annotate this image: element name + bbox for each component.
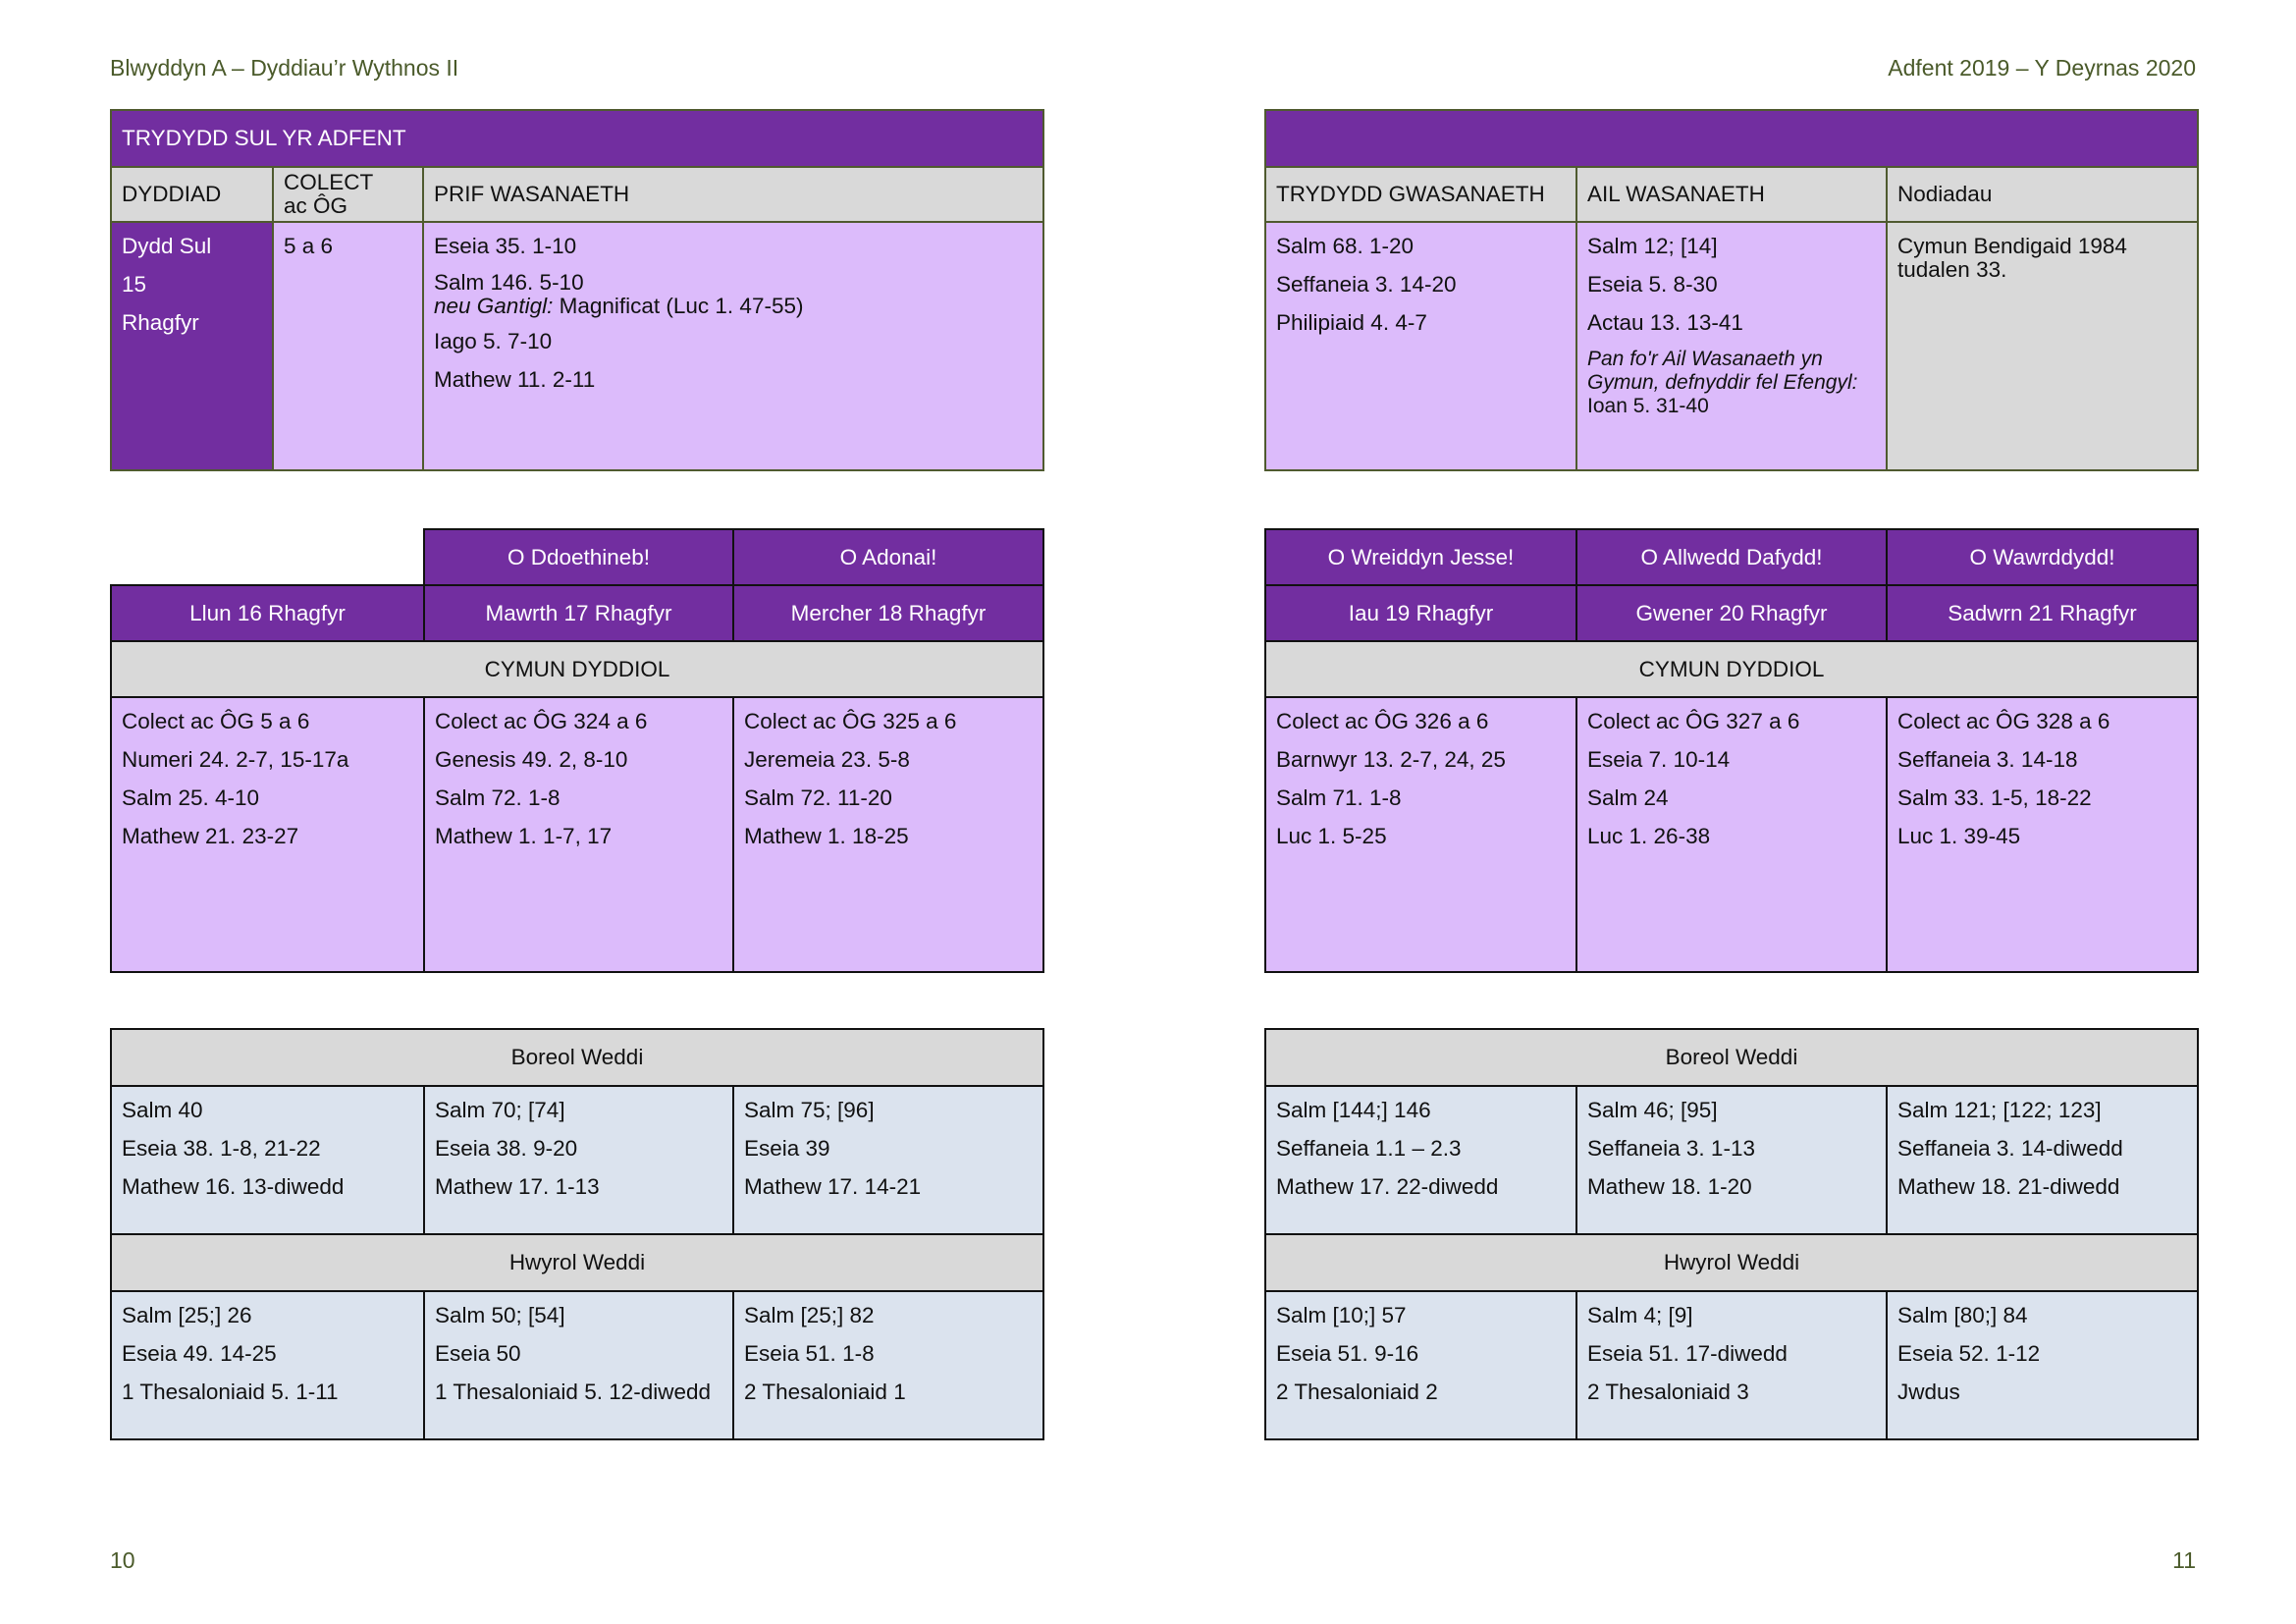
reading: Eseia 51. 17-diwedd	[1587, 1341, 1788, 1366]
sunday-title: TRYDYDD SUL YR ADFENT	[111, 110, 1043, 167]
weekday-communion-left	[110, 528, 1044, 973]
day-header: Sadwrn 21 Rhagfyr	[1887, 585, 2198, 641]
communion-cell	[733, 697, 1043, 972]
communion-cell	[111, 697, 424, 972]
reading: Seffaneia 1.1 – 2.3	[1276, 1136, 1462, 1161]
reading: Salm 25. 4-10	[122, 785, 260, 810]
morning-prayer-title: Boreol Weddi	[111, 1029, 1043, 1086]
col-third-header: TRYDYDD GWASANAETH	[1265, 167, 1576, 222]
col-collect-header	[273, 167, 423, 222]
col-day-header: DYDDIAD	[111, 167, 273, 222]
evening-cell	[111, 1291, 424, 1439]
reading: Iago 5. 7-10	[434, 329, 553, 353]
antiphon: O Adonai!	[733, 529, 1043, 585]
reading: Seffaneia 3. 14-diwedd	[1897, 1136, 2123, 1161]
col-second-header: AIL WASANAETH	[1576, 167, 1887, 222]
antiphon: O Allwedd Dafydd!	[1576, 529, 1887, 585]
day-header: Gwener 20 Rhagfyr	[1576, 585, 1887, 641]
day-header: Llun 16 Rhagfyr	[111, 585, 424, 641]
reading: Salm 68. 1-20	[1276, 234, 1415, 258]
sunday-table-right	[1264, 109, 2199, 471]
reading: Salm 4; [9]	[1587, 1303, 1693, 1327]
sunday-main-cell	[423, 222, 1043, 470]
morning-cell	[1576, 1086, 1887, 1234]
evening-cell	[1576, 1291, 1887, 1439]
reading: Eseia 7. 10-14	[1587, 747, 1731, 772]
communion-cell	[1265, 697, 1576, 972]
reading: Seffaneia 3. 14-20	[1276, 272, 1457, 297]
reading: Luc 1. 26-38	[1587, 824, 1711, 848]
reading: Philipiaid 4. 4-7	[1276, 310, 1427, 335]
reading: Eseia 38. 1-8, 21-22	[122, 1136, 321, 1161]
morning-cell	[1265, 1086, 1576, 1234]
communion-title: CYMUN DYDDIOL	[1265, 641, 2198, 697]
note-line: Cymun Bendigaid 1984	[1897, 234, 2127, 258]
reading: Eseia 39	[744, 1136, 830, 1161]
antiphon: O Wreiddyn Jesse!	[1265, 529, 1576, 585]
reading: Mathew 17. 22-diwedd	[1276, 1174, 1499, 1199]
evening-prayer-title: Hwyrol Weddi	[1265, 1234, 2198, 1291]
sunday-title-bar	[1265, 110, 2198, 167]
reading: Eseia 50	[435, 1341, 521, 1366]
reading: Mathew 18. 1-20	[1587, 1174, 1752, 1199]
page-number-left: 10	[110, 1547, 135, 1573]
reading-canticle	[434, 295, 1033, 318]
reading: Salm 146. 5-10	[434, 270, 584, 295]
reading: Mathew 18. 21-diwedd	[1897, 1174, 2120, 1199]
reading: Eseia 51. 9-16	[1276, 1341, 1419, 1366]
reading: Colect ac ÔG 5 a 6	[122, 709, 310, 733]
reading: Seffaneia 3. 14-18	[1897, 747, 2078, 772]
reading: Eseia 51. 1-8	[744, 1341, 875, 1366]
morning-cell	[733, 1086, 1043, 1234]
col-collect-line: ac ÔG	[284, 193, 348, 218]
reading: Eseia 49. 14-25	[122, 1341, 277, 1366]
antiphon: O Ddoethineb!	[424, 529, 733, 585]
col-main-header: PRIF WASANAETH	[423, 167, 1043, 222]
reading: Barnwyr 13. 2-7, 24, 25	[1276, 747, 1506, 772]
morning-cell	[1887, 1086, 2198, 1234]
reading: Eseia 52. 1-12	[1897, 1341, 2041, 1366]
sunday-collect-cell	[273, 222, 423, 470]
communion-title: CYMUN DYDDIOL	[111, 641, 1043, 697]
sunday-date-cell	[111, 222, 273, 470]
reading: Mathew 16. 13-diwedd	[122, 1174, 345, 1199]
reading: Colect ac ÔG 326 a 6	[1276, 709, 1489, 733]
office-table-right	[1264, 1028, 2199, 1440]
empty-corner	[111, 529, 424, 585]
second-note: Pan fo'r Ail Wasanaeth yn	[1587, 348, 1823, 370]
date-line: 15	[122, 272, 147, 297]
third-service-cell	[1265, 222, 1576, 470]
collect-value: 5 a 6	[284, 234, 334, 258]
reading: Salm 71. 1-8	[1276, 785, 1402, 810]
reading: Genesis 49. 2, 8-10	[435, 747, 628, 772]
reading: Colect ac ÔG 324 a 6	[435, 709, 648, 733]
reading: Mathew 1. 1-7, 17	[435, 824, 613, 848]
canticle-label: neu Gantigl:	[434, 294, 554, 318]
reading: Salm 50; [54]	[435, 1303, 565, 1327]
reading: Salm 40	[122, 1098, 203, 1122]
reading: Salm 70; [74]	[435, 1098, 565, 1122]
reading: Mathew 11. 2-11	[434, 367, 596, 392]
reading: Salm 46; [95]	[1587, 1098, 1718, 1122]
reading: Eseia 38. 9-20	[435, 1136, 578, 1161]
evening-cell	[424, 1291, 733, 1439]
reading: Salm [25;] 82	[744, 1303, 875, 1327]
reading: Jeremeia 23. 5-8	[744, 747, 910, 772]
reading: Numeri 24. 2-7, 15-17a	[122, 747, 349, 772]
reading: Salm [25;] 26	[122, 1303, 252, 1327]
reading: Luc 1. 39-45	[1897, 824, 2021, 848]
communion-cell	[1576, 697, 1887, 972]
notes-cell	[1887, 222, 2198, 470]
day-header: Iau 19 Rhagfyr	[1265, 585, 1576, 641]
page-number-right: 11	[2172, 1547, 2196, 1573]
reading: Salm 75; [96]	[744, 1098, 875, 1122]
reading: Seffaneia 3. 1-13	[1587, 1136, 1755, 1161]
reading: Mathew 17. 1-13	[435, 1174, 600, 1199]
reading: Colect ac ÔG 328 a 6	[1897, 709, 2110, 733]
communion-cell	[1887, 697, 2198, 972]
reading: Salm [80;] 84	[1897, 1303, 2028, 1327]
reading: Salm [144;] 146	[1276, 1098, 1431, 1122]
reading: 1 Thesaloniaid 5. 12-diwedd	[435, 1380, 712, 1404]
communion-cell	[424, 697, 733, 972]
weekday-communion-right	[1264, 528, 2199, 973]
reading: Mathew 17. 14-21	[744, 1174, 922, 1199]
second-note: Gymun, defnyddir fel Efengyl:	[1587, 371, 1858, 394]
reading: Salm 72. 11-20	[744, 785, 892, 810]
morning-cell	[424, 1086, 733, 1234]
reading: 2 Thesaloniaid 3	[1587, 1380, 1749, 1404]
date-line: Dydd Sul	[122, 234, 212, 258]
reading: Jwdus	[1897, 1380, 1960, 1404]
reading: Mathew 1. 18-25	[744, 824, 909, 848]
evening-prayer-title: Hwyrol Weddi	[111, 1234, 1043, 1291]
reading: Eseia 35. 1-10	[434, 234, 577, 258]
reading: Colect ac ÔG 325 a 6	[744, 709, 957, 733]
col-notes-header: Nodiadau	[1887, 167, 2198, 222]
running-header-left: Blwyddyn A – Dyddiau’r Wythnos II	[110, 55, 459, 81]
evening-cell	[1265, 1291, 1576, 1439]
reading: Salm [10;] 57	[1276, 1303, 1407, 1327]
reading: Luc 1. 5-25	[1276, 824, 1387, 848]
reading: Salm 24	[1587, 785, 1669, 810]
office-table-left	[110, 1028, 1044, 1440]
reading: Mathew 21. 23-27	[122, 824, 299, 848]
reading: Salm 33. 1-5, 18-22	[1897, 785, 2092, 810]
day-header: Mawrth 17 Rhagfyr	[424, 585, 733, 641]
date-line: Rhagfyr	[122, 310, 199, 335]
reading: 2 Thesaloniaid 1	[744, 1380, 906, 1404]
reading: Eseia 5. 8-30	[1587, 272, 1718, 297]
running-header-right: Adfent 2019 – Y Deyrnas 2020	[1888, 55, 2196, 81]
reading: Salm 121; [122; 123]	[1897, 1098, 2102, 1122]
sunday-table-left	[110, 109, 1044, 471]
evening-cell	[1887, 1291, 2198, 1439]
reading: Actau 13. 13-41	[1587, 310, 1743, 335]
second-service-cell	[1576, 222, 1887, 470]
col-collect-line: COLECT	[284, 170, 374, 194]
second-note-ref: Ioan 5. 31-40	[1587, 395, 1709, 417]
reading: 2 Thesaloniaid 2	[1276, 1380, 1438, 1404]
reading: 1 Thesaloniaid 5. 1-11	[122, 1380, 339, 1404]
reading: Salm 72. 1-8	[435, 785, 561, 810]
antiphon: O Wawrddydd!	[1887, 529, 2198, 585]
evening-cell	[733, 1291, 1043, 1439]
morning-prayer-title: Boreol Weddi	[1265, 1029, 2198, 1086]
day-header: Mercher 18 Rhagfyr	[733, 585, 1043, 641]
note-line: tudalen 33.	[1897, 257, 2007, 282]
reading: Colect ac ÔG 327 a 6	[1587, 709, 1800, 733]
reading: Salm 12; [14]	[1587, 234, 1718, 258]
morning-cell	[111, 1086, 424, 1234]
canticle-text: Magnificat (Luc 1. 47-55)	[553, 294, 804, 318]
